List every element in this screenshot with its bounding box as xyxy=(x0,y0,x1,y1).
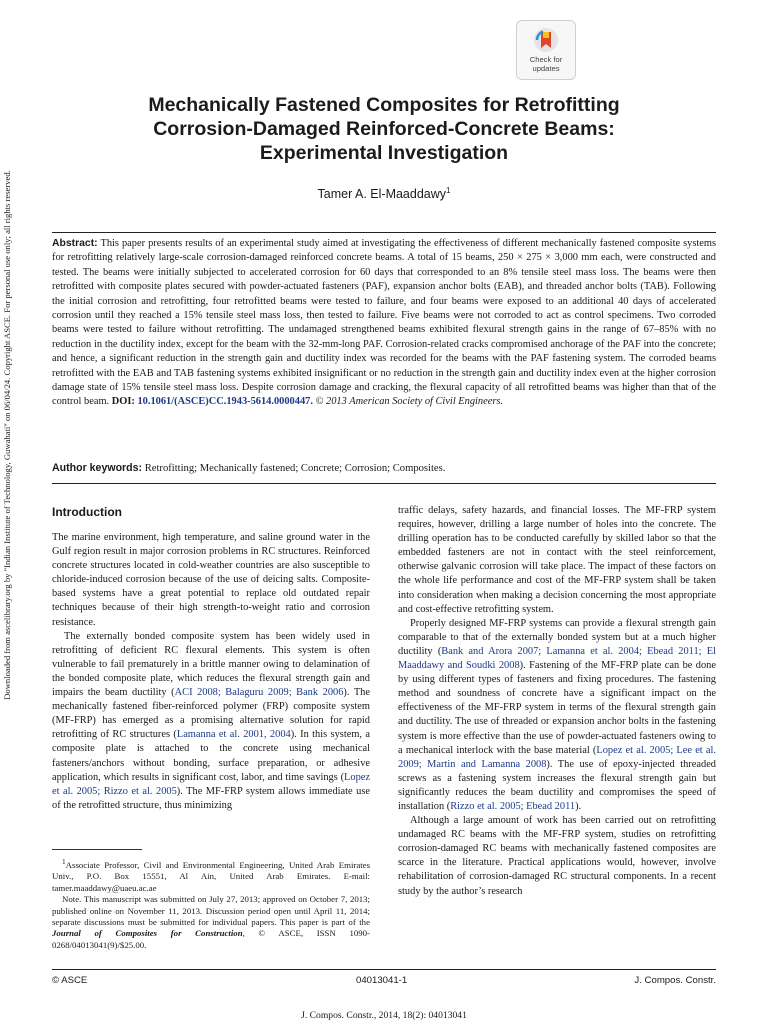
citation-link[interactable]: Lamanna et al. 2001, 2004 xyxy=(176,729,291,741)
doi-label: DOI: xyxy=(111,396,135,408)
footnote-rule xyxy=(52,849,142,850)
paragraph: The marine environment, high temperature, and saline ground water in the Gulf region result in major corrosion problems in RC structures. Reinforced concrete structures located in cold-weather countries are also susceptible to chloride-induced corrosion because of the use of deicing salts. Composite-based systems have a great potential to replace old outdated repair techniques because of their high strength-to-weight ratio and corrosion resistance. xyxy=(52,532,370,628)
citation-link[interactable]: Rizzo et al. 2005; Ebead 2011 xyxy=(450,800,576,812)
abstract xyxy=(52,237,716,410)
citation-link[interactable]: Lopez et al. 2005; Lee et al. 2009; Martin and Lamanna 2008 xyxy=(398,744,716,770)
footer-rule xyxy=(52,969,716,970)
citation-link[interactable]: Lopez et al. 2005; Rizzo et al. 2005 xyxy=(52,771,370,797)
right-column xyxy=(398,504,716,899)
copyright: © 2013 American Society of Civil Engineers. xyxy=(315,396,504,408)
author-keywords xyxy=(52,462,716,474)
keywords-bottom-rule xyxy=(52,483,716,484)
footer-publisher: © ASCE xyxy=(52,975,88,986)
section-heading: Introduction xyxy=(52,505,122,519)
affiliation-note: $^1$Associate Professor, Civil and Environmental Engineering, United Arab Emirates Univ., P.O. Box 15551, Al Ain, United Arab Emirates. E-mail: tamer.maaddawy@uaeu.ac.ae xyxy=(52,857,370,893)
paper-title: Mechanically Fastened Composites for Retrofitting Corrosion-Damaged Reinforced-Concrete Beams: Experimental Investigation xyxy=(148,94,620,164)
check-for-updates-button[interactable] xyxy=(516,20,576,80)
submission-note: Note. This manuscript was submitted on July 27, 2013; approved on October 7, 2013; published online on November 11, 2013. Discussion period open until April 11, 2014; separate discussions must be submitted for individual papers. This paper is part of the Journal of Composites for Construction, © ASCE, ISSN 1090-0268/04013041(9)/$25.00. xyxy=(52,894,370,950)
footnotes xyxy=(52,856,370,951)
abstract-label: Abstract: xyxy=(52,238,98,249)
download-notice: Downloaded from ascelibrary.org by "Indian Institute of Technology, Guwahati" on 06/04/24. Copyright ASCE. For personal use only; all rights reserved. xyxy=(2,170,12,700)
left-column xyxy=(52,531,370,813)
abstract-text: This paper presents results of an experimental study aimed at investigating the effectiveness of different mechanically fastened composite systems for retrofitting relatively large-scale corrosion-damaged reinforced concrete beams. A total of 15 beams, 250 × 275 × 3,000 mm each, were constructed and tested. The beams were initially subjected to accelerated corrosion for 60 days that corresponded to an 8% tensile steel mass loss. The beams were then retrofitted with composite plates secured with powder-actuated fasteners (PAF), expansion anchor bolts (EAB), and threaded anchor bolts (TAB). Following the initial corrosion and retrofitting, four retrofitted beams were tested to failure, and four beams were exposed to an additional 40 days of accelerated corrosion until they reached a 15% tensile steel mass loss, then tested to failure. Five beams were not corroded to act as control specimens. Two corroded beams were tested to failure without retrofitting. The undamaged strengthened beams exhibited flexural strength gains in the range of 67–85% with no reduction in the ductility index, except for the beam with the 32-mm-long PAF. Corrosion-related cracks compromised anchorage of the PAF into the concrete; and hence, a significant reduction in the strength gain and ductility index was recorded for the beams with the PAF fastening system. The corroded beams retrofitted with the EAB and TAB fastening systems exhibited insignificant or no reduction in the strength gain and ductility index even at the higher corrosion damage state of 15% tensile steel mass loss. Despite corrosion damage and cracking, the flexural capacity of all retrofitted beams was higher than that of the control beam. xyxy=(52,238,716,408)
paragraph: traffic delays, safety hazards, and financial losses. The MF-FRP system requires, however, drilling a large number of holes into the concrete. The drilling operation has to be conducted carefully by skilled labor so that the embedded fasteners are not in contact with the steel reinforcement, otherwise galvanic corrosion will take place. The impact of these factors on the whole life performance and cost of the MF-FRP system shall be taken into consideration when making a decision concerning the most appropriate and cost-effective retrofitting system. xyxy=(398,505,716,615)
citation-line: J. Compos. Constr., 2014, 18(2): 04013041 xyxy=(301,1010,467,1021)
citation-link[interactable]: ACI 2008; Balaguru 2009; Bank 2006 xyxy=(174,687,344,699)
paragraph: Properly designed MF-FRP systems can provide a flexural strength gain comparable to that of the externally bonded system but at a much higher ductility (Bank and Arora 2007; Lamanna et al. 2004; Ebead 2011; El Maaddawy and Soudki 2008). Fastening of the MF-FRP plate can be done by using different types of fasteners and fixing procedures. The fastening method and soundness of concrete have a significant impact on the effectiveness of the MF-FRP system in terms of the flexural strength gain and ductility. The use of threaded or expansion anchor bolts in the fastening system is more effective than the use of powder-actuated fasteners owing to a mechanical interlock with the base material (Lopez et al. 2005; Lee et al. 2009; Martin and Lamanna 2008). The use of epoxy-injected threaded screws as a fastening system increases the flexural strength gain but significantly reduces the beam ductility and compromises the speed of installation (Rizzo et al. 2005; Ebead 2011). xyxy=(398,617,716,812)
paragraph: The externally bonded composite system has been widely used in retrofitting of deficient RC flexural elements. This system is often vulnerable to fail prematurely in a brittle manner owing to delamination of the bonded composite plate, which reduces the flexural strength gain and impairs the beam ductility (ACI 2008; Balaguru 2009; Bank 2006). The mechanically fastened fiber-reinforced polymer (FRP) composite system (MF-FRP) has emerged as a promising alternative solution for rapid retrofitting of RC structures (Lamanna et al. 2001, 2004). In this system, a composite plate is attached to the concrete using mechanical fasteners/anchors without bonding, surface preparation, or adhesive application, which results in significant cost, labor, and time savings (Lopez et al. 2005; Rizzo et al. 2005). The MF-FRP system allows immediate use of the retrofitted structure, thus minimizing xyxy=(52,630,371,811)
keywords-label: Author keywords: xyxy=(52,462,143,474)
author-name: Tamer A. El-Maaddawy$^1$ xyxy=(317,186,451,202)
doi-link[interactable]: 10.1061/(ASCE)CC.1943-5614.0000447. xyxy=(137,396,313,408)
footer-journal: J. Compos. Constr. xyxy=(634,975,716,986)
badge-label: Check for updates xyxy=(529,55,563,73)
citation-link[interactable]: Bank and Arora 2007; Lamanna et al. 2004; Ebead 2011; El Maaddawy and Soudki 2008 xyxy=(398,645,716,672)
bookmark-ribbon-icon xyxy=(533,27,559,53)
footer-page-id: 04013041-1 xyxy=(356,975,408,986)
abstract-top-rule xyxy=(52,232,716,233)
paragraph: Although a large amount of work has been carried out on retrofitting undamaged RC beams with the MF-FRP system, studies on retrofitting corrosion-damaged RC beams with mechanically fastened composites are scarce in the literature. Practical applications would, however, involve rehabilitation of corrosion-damaged RC structural components. In a recent study by the author’s research xyxy=(398,815,716,897)
keywords-text: Retrofitting; Mechanically fastened; Concrete; Corrosion; Composites. xyxy=(144,463,446,474)
